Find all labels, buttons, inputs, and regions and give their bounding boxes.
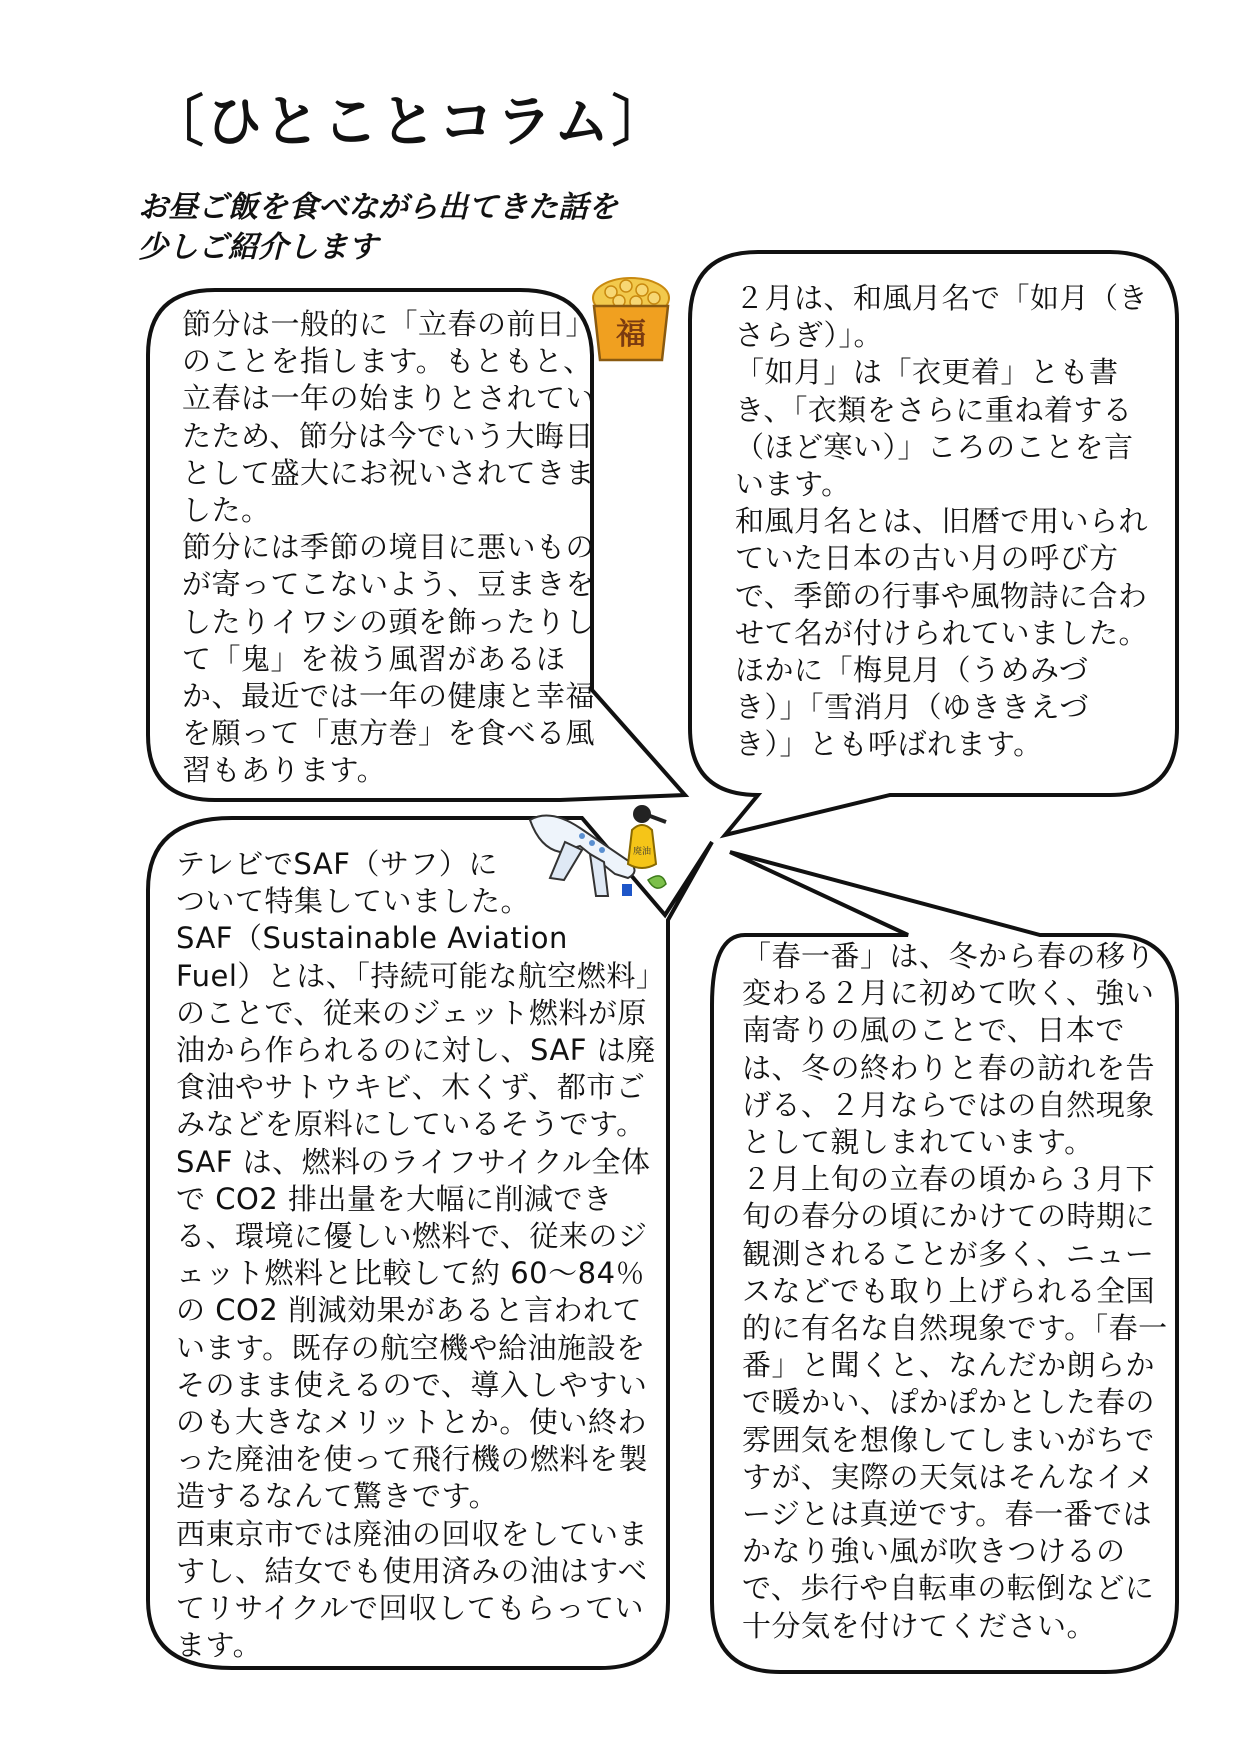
text-line: き、「衣類をさらに重ね着する <box>735 392 1133 427</box>
text-line: SAF（Sustainable Aviation <box>176 921 568 956</box>
text-line: ついて特集していました。 <box>176 884 531 919</box>
text-line: 「春一番」は、冬から春の移り <box>742 939 1156 973</box>
text-line: のことを指します。もともと、 <box>182 344 593 379</box>
text-line: のことで、従来のジェット燃料が原 <box>176 995 647 1030</box>
text-line: 和風月名とは、旧暦で用いられ <box>735 504 1149 539</box>
bubble-saf-text <box>176 846 665 1664</box>
text-line: （ほど寒い）」ころのことを言 <box>735 429 1134 464</box>
text-line: で CO2 排出量を大幅に削減でき <box>176 1181 613 1216</box>
text-line: います。 <box>735 467 851 502</box>
text-line: すし、結女でも使用済みの油はすべ <box>176 1553 648 1588</box>
text-line: ほかに「梅見月（うめみづ <box>735 653 1089 688</box>
text-line: き）」「雪消月（ゆききえづ <box>735 690 1089 725</box>
text-line: が寄ってこないよう、豆まきを <box>182 567 596 602</box>
text-line: てリサイクルで回収してもらってい <box>176 1591 644 1626</box>
text-line: か、最近では一年の健康と幸福 <box>182 679 596 714</box>
text-line: 造するなんて驚きです。 <box>176 1479 499 1514</box>
text-line: 的に有名な自然現象です。「春一 <box>742 1311 1168 1346</box>
text-line: 油から作られるのに対し、SAF は廃 <box>176 1033 656 1068</box>
text-line: ２月上旬の立春の頃から３月下 <box>742 1162 1156 1197</box>
text-line: テレビでSAF（サフ）に <box>176 847 498 881</box>
text-line: 旬の春分の頃にかけての時期に <box>742 1199 1156 1234</box>
bubble-haruichiban-text <box>742 938 1168 1645</box>
text-line: すが、実際の天気はそんなイメ <box>742 1459 1155 1494</box>
text-line: 節分には季節の境目に悪いもの <box>182 530 596 565</box>
text-line: は、冬の終わりと春の訪れを告 <box>742 1050 1156 1085</box>
text-line: かなり強い風が吹きつけるの <box>742 1534 1126 1569</box>
text-line: で、歩行や自転車の転倒などに <box>742 1571 1155 1606</box>
text-line: みなどを原料にしているそうです。 <box>176 1107 646 1142</box>
text-line: として盛大にお祝いされてきま <box>182 455 596 490</box>
text-line: した。 <box>182 493 271 528</box>
text-line: Fuel）とは、「持続可能な航空燃料」 <box>176 958 666 993</box>
text-line: のも大きなメリットとか。使い終わ <box>176 1405 647 1440</box>
text-line: 十分気を付けてください。 <box>742 1608 1097 1643</box>
text-line: で暖かい、ぽかぽかとした春の <box>742 1385 1156 1420</box>
text-line: 習もあります。 <box>182 753 387 788</box>
text-line: ェット燃料と比較して約 60～84％ <box>176 1256 646 1291</box>
text-line: 観測されることが多く、ニュー <box>742 1236 1155 1271</box>
text-line: います。既存の航空機や給油施設を <box>176 1330 646 1365</box>
text-line: る、環境に優しい燃料で、従来のジ <box>176 1219 648 1254</box>
text-line: ます。 <box>176 1628 263 1663</box>
text-line: で、季節の行事や風物詩に合わ <box>735 578 1148 613</box>
text-line: 食油やサトウキビ、木くず、都市ご <box>176 1070 646 1105</box>
text-line: 節分は一般的に「立春の前日」 <box>182 307 596 341</box>
text-line: SAF は、燃料のライフサイクル全体 <box>176 1144 651 1179</box>
text-line: ていた日本の古い月の呼び方 <box>735 541 1119 576</box>
text-line: げる、２月ならではの自然現象 <box>742 1087 1155 1122</box>
text-line: き）」とも呼ばれます。 <box>735 727 1043 762</box>
text-line: 立春は一年の始まりとされてい <box>182 381 596 416</box>
text-line: そのまま使えるので、導入しやすい <box>176 1367 648 1402</box>
text-line: ２月は、和風月名で「如月（き <box>735 281 1149 315</box>
bean-box-label: 福 <box>616 317 646 352</box>
text-line: さらぎ）」。 <box>735 318 884 353</box>
subtitle-line: お昼ご飯を食べながら出てきた話を <box>138 190 618 225</box>
text-line: を願って「恵方巻」を食べる風 <box>182 716 596 751</box>
text-line: スなどでも取り上げられる全国 <box>742 1273 1156 1308</box>
bubble-kisaragi-text <box>735 280 1148 764</box>
text-line: の CO2 削減効果があると言われて <box>176 1293 642 1328</box>
text-line: したりイワシの頭を飾ったりし <box>182 604 596 639</box>
bean-box-icon <box>586 268 676 368</box>
bubble-setsubun-text <box>182 306 595 790</box>
text-line: 雰囲気を想像してしまいがちで <box>742 1422 1155 1457</box>
text-line: 西東京市では廃油の回収をしていま <box>176 1516 649 1551</box>
text-line: 番」と聞くと、なんだか朗らか <box>742 1348 1156 1383</box>
oil-tank-label: 廃油 <box>632 847 652 857</box>
text-line: 南寄りの風のことで、日本で <box>742 1013 1125 1048</box>
text-line: 「如月」は「衣更着」とも書 <box>735 355 1119 390</box>
text-line: たため、節分は今でいう大晦日 <box>182 418 594 453</box>
subtitle-line: 少しご紹介します <box>138 230 378 265</box>
text-line: った廃油を使って飛行機の燃料を製 <box>176 1442 649 1477</box>
page-title: 〔ひとことコラム〕 <box>148 90 670 155</box>
text-line: として親しまれています。 <box>742 1125 1094 1160</box>
text-line: せて名が付けられていました。 <box>735 615 1149 650</box>
text-line: ージとは真逆です。春一番では <box>742 1497 1153 1532</box>
text-line: 変わる２月に初めて吹く、強い <box>742 976 1155 1011</box>
text-line: て「鬼」を祓う風習があるほ <box>182 641 566 676</box>
